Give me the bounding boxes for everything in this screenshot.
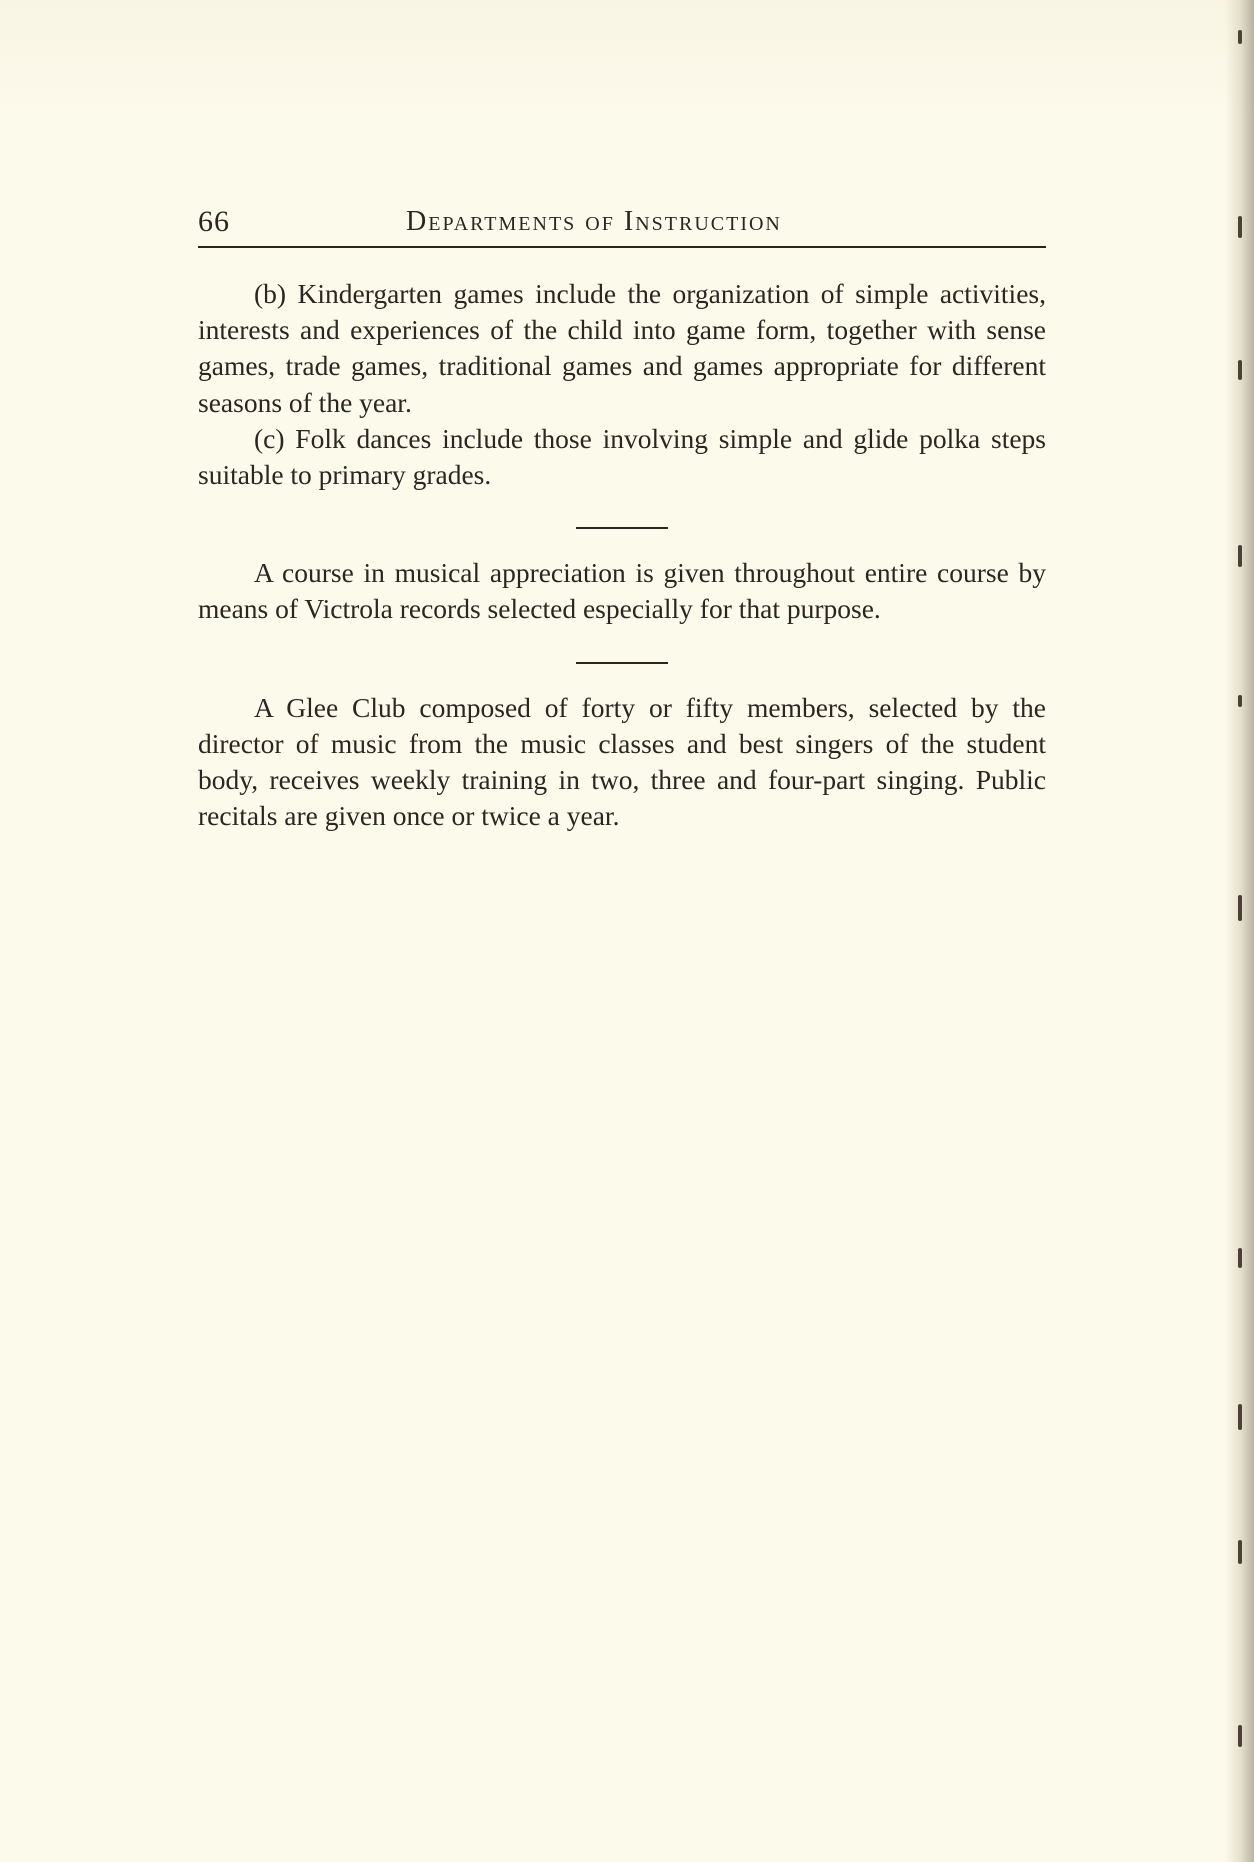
page-edge-mark: [1238, 895, 1242, 921]
running-head-title: Departments of Instruction: [406, 206, 782, 237]
section-separator: [576, 662, 668, 664]
page-edge-mark: [1238, 1540, 1242, 1564]
page-edge-mark: [1238, 545, 1242, 567]
paragraph-kindergarten-games: (b) Kindergarten games include the organization of simple activities, interests and experiences of the child into game form, together with sense games, trade games, traditional games and games appropriate for different seasons of the year.: [198, 278, 1046, 418]
page-edge-mark: [1238, 1404, 1242, 1430]
header-rule: [198, 246, 1046, 248]
paragraph-glee-club: A Glee Club composed of forty or fifty members, selected by the director of music from the music classes and best singers of the student body, receives weekly training in two, three and four-part singing. Public recitals are given once or twice a year.: [198, 691, 1046, 832]
page-edge-mark: [1238, 695, 1242, 707]
page-number: 66: [198, 205, 230, 238]
page-edge-mark: [1238, 1248, 1242, 1268]
body-text: [198, 276, 1046, 834]
page-edge-mark: [1238, 216, 1242, 238]
paragraph-musical-appreciation: A course in musical appreciation is given throughout entire course by means of Victrola records selected especially for that purpose.: [198, 557, 1046, 625]
paragraph-folk-dances: (c) Folk dances include those involving simple and glide polka steps suitable to primary grades.: [198, 422, 1046, 491]
page-edge-mark: [1238, 30, 1242, 44]
page-edge-mark: [1238, 360, 1242, 380]
running-head: [198, 202, 1046, 242]
page-edge-mark: [1238, 1725, 1242, 1747]
section-separator: [576, 527, 668, 529]
